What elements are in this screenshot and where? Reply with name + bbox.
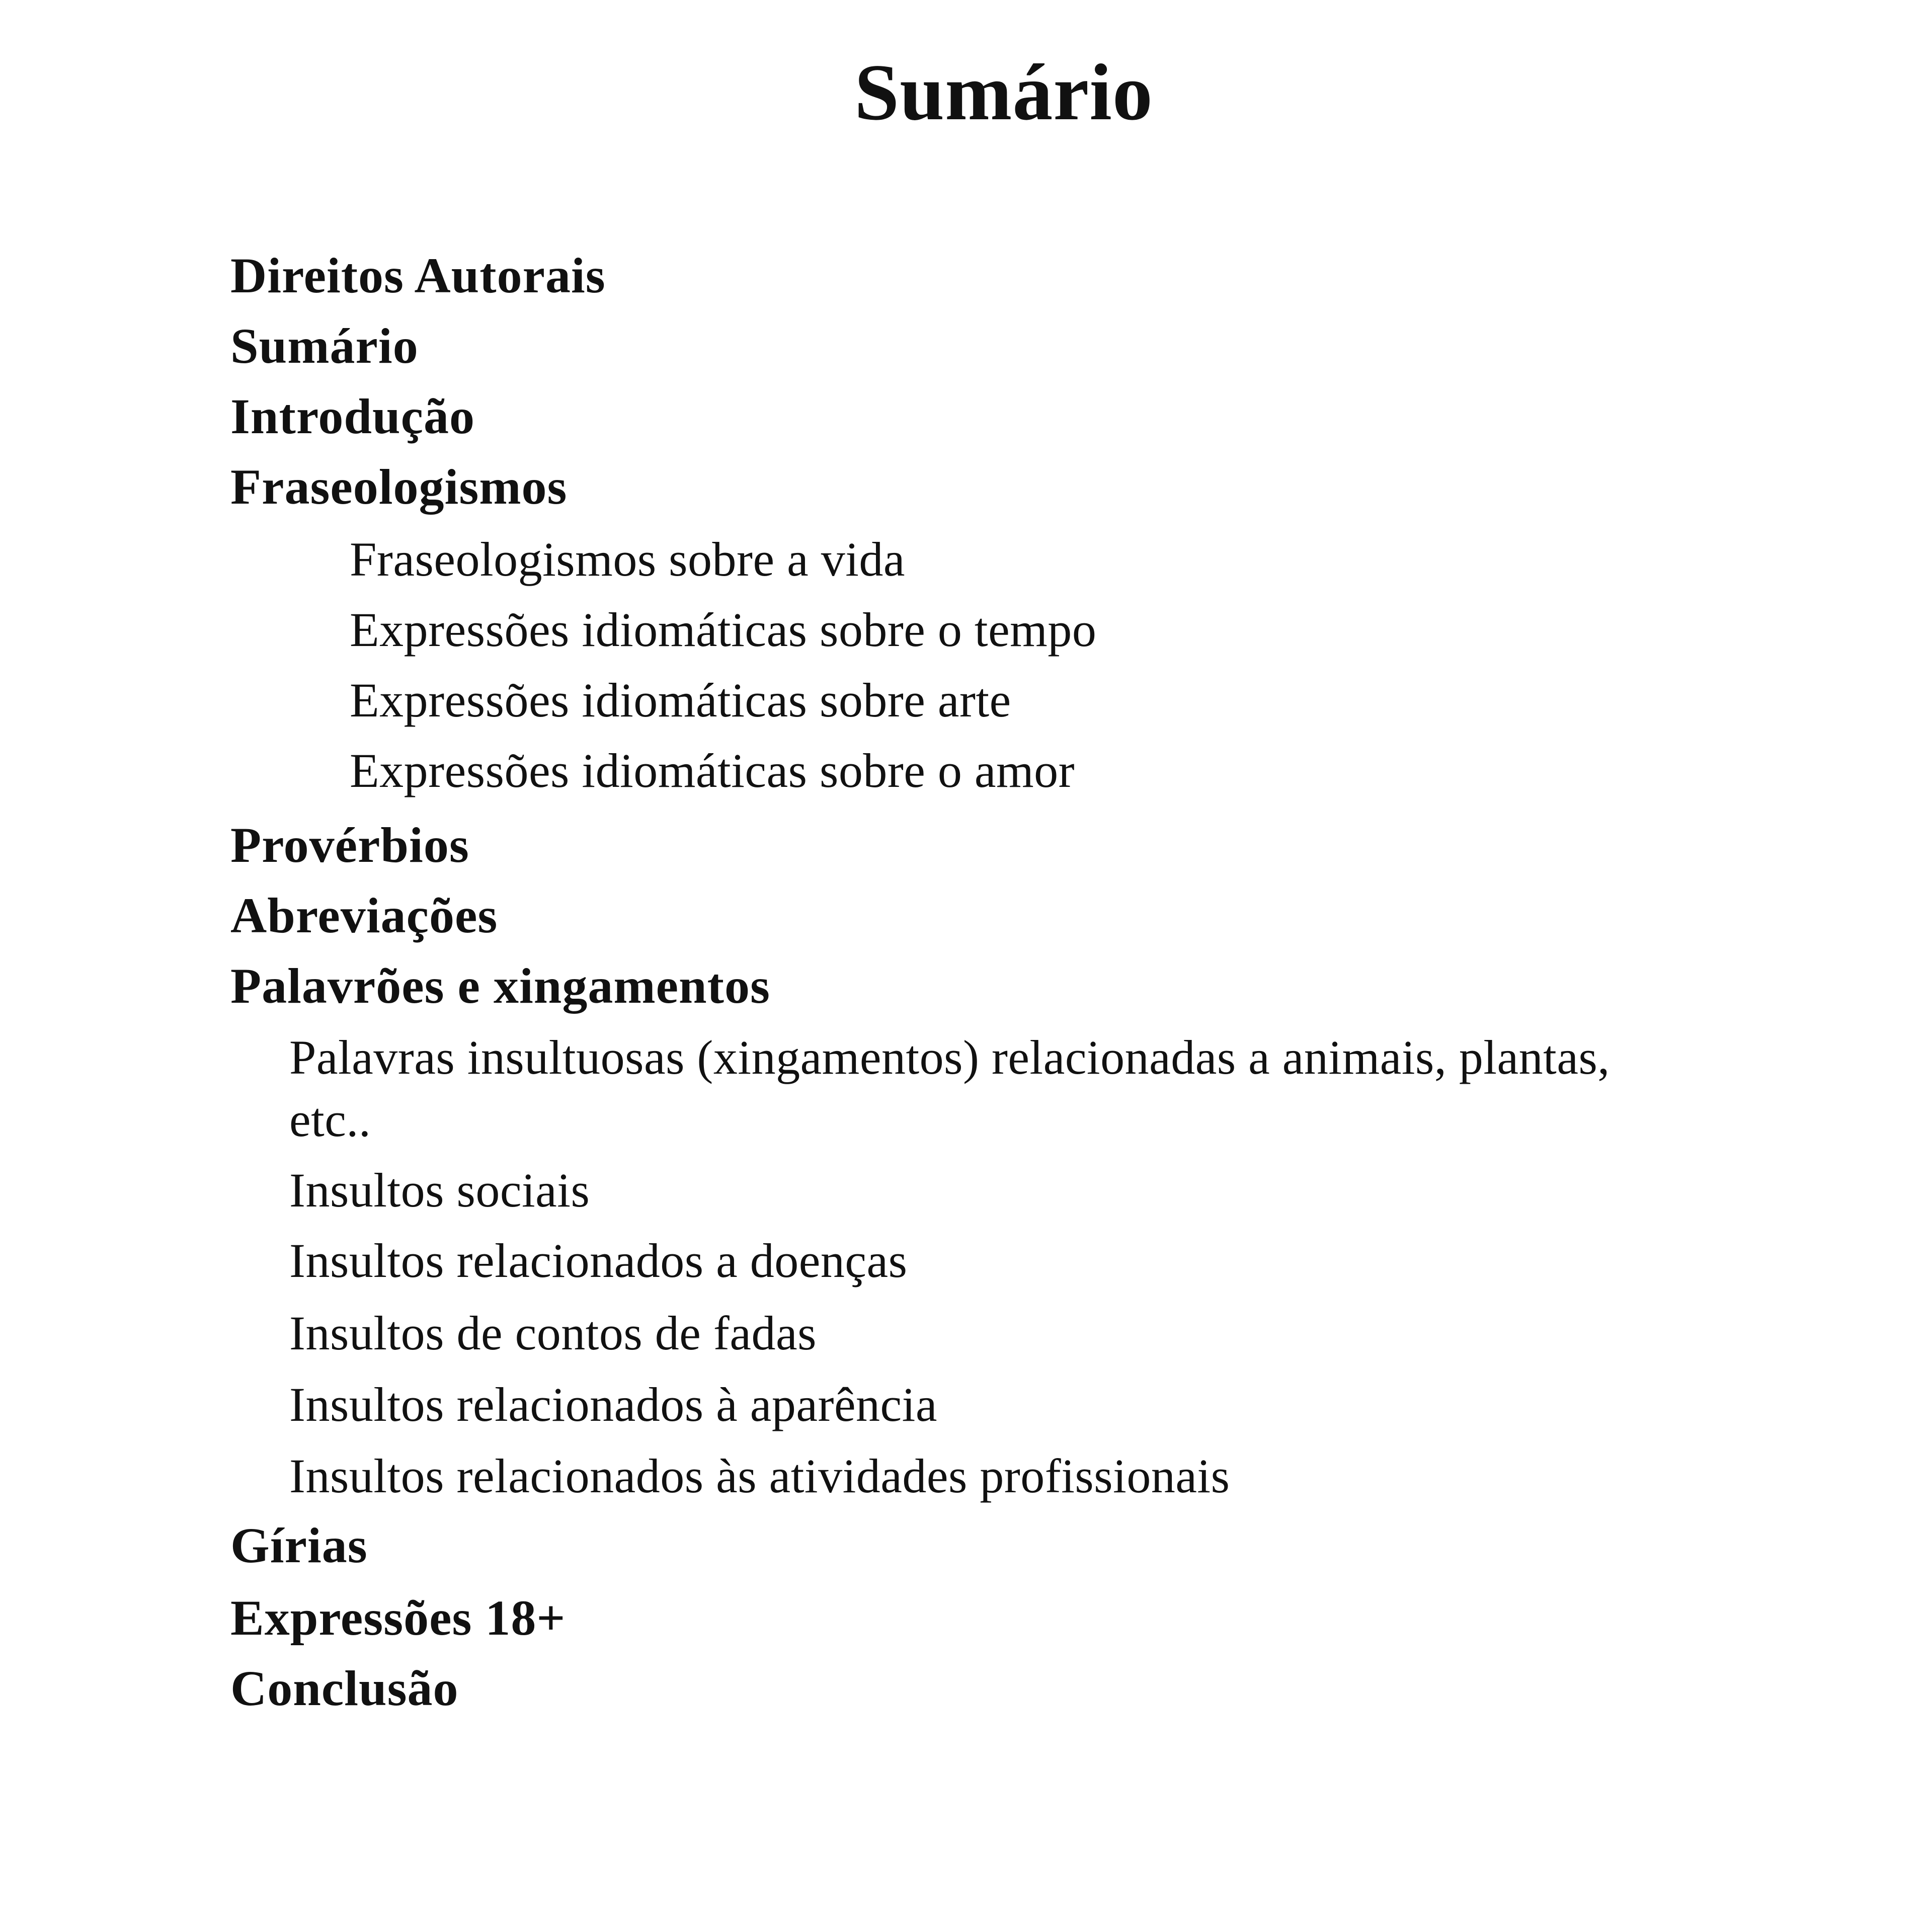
toc-item-direitos-autorais[interactable]: Direitos Autorais — [230, 248, 606, 303]
toc-subitem-insultos-contos[interactable]: Insultos de contos de fadas — [289, 1306, 817, 1360]
toc-item-palavroes[interactable]: Palavrões e xingamentos — [230, 958, 770, 1014]
toc-item-abreviacoes[interactable]: Abreviações — [230, 888, 498, 943]
toc-item-sumario[interactable]: Sumário — [230, 318, 419, 374]
toc-item-proverbios[interactable]: Provérbios — [230, 817, 469, 873]
toc-subitem-expressoes-tempo[interactable]: Expressões idiomáticas sobre o tempo — [350, 603, 1097, 657]
toc-subitem-expressoes-amor[interactable]: Expressões idiomáticas sobre o amor — [350, 744, 1075, 797]
toc-subitem-expressoes-arte[interactable]: Expressões idiomáticas sobre arte — [350, 673, 1011, 727]
toc-subitem-insultos-aparencia[interactable]: Insultos relacionados à aparência — [289, 1378, 937, 1431]
toc-subitem-fraseologismos-vida[interactable]: Fraseologismos sobre a vida — [350, 532, 905, 586]
toc-item-conclusao[interactable]: Conclusão — [230, 1660, 459, 1716]
toc-item-introducao[interactable]: Introdução — [230, 388, 475, 444]
toc-item-expressoes-18[interactable]: Expressões 18+ — [230, 1590, 566, 1646]
toc-subitem-palavras-insultuosas[interactable]: Palavras insultuosas (xingamentos) relacionadas a animais, plantas, — [289, 1030, 1610, 1084]
toc-subitem-insultos-profissionais[interactable]: Insultos relacionados às atividades profissionais — [289, 1449, 1230, 1503]
page-title: Sumário — [854, 47, 1153, 137]
toc-item-girias[interactable]: Gírias — [230, 1517, 368, 1573]
toc-item-fraseologismos[interactable]: Fraseologismos — [230, 459, 568, 515]
toc-subitem-insultos-sociais[interactable]: Insultos sociais — [289, 1163, 590, 1217]
toc-subitem-insultos-doencas[interactable]: Insultos relacionados a doenças — [289, 1234, 908, 1287]
toc-subitem-palavras-insultuosas-continued[interactable]: etc.. — [289, 1093, 371, 1147]
